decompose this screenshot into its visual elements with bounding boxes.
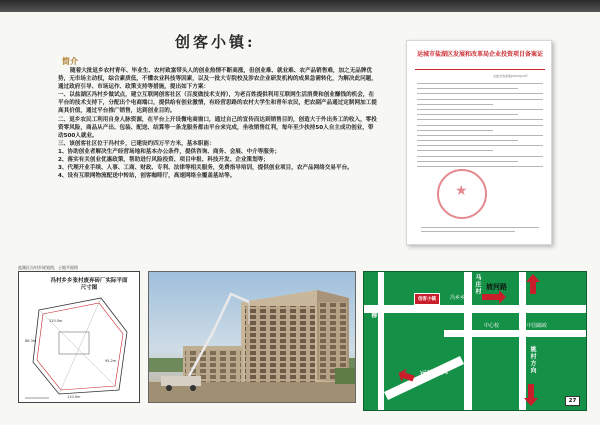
page-title: 创客小镇: (175, 33, 256, 51)
map-label-left-road: 柳 (370, 312, 377, 319)
map-label-feng-village: 冯乡乡 (450, 295, 466, 301)
plan-item-1: 一、以盐湖区冯村乡做试点，建立互联网创客社区（百度做技术支持），为老百姓提供利用互联网生活消费和创业赚钱的机会，在平台的技术支持下，分配出个电商端口，提供给有创业激情，有经营思路的农村大学生和青年农民，把农副产品通过定制网加工提高其价值，通过平台推广销售，达到创业目的。 (58, 92, 377, 115)
plan-caption: 盐湖区冯村乡规划图，土地平面图 (18, 265, 78, 270)
intro-paragraph: 随着大批返乡农村青年、毕业生、农村致富带头人的创业热情不断高涨，但创业难、就业难、农产品销售难，加之无品牌优势，无市场主动权，综合素质低，不懂农业科技等因素，以及一批大专院校及涉农企业研发机构的成果急需转化，为解决此问题，通过政府引导、市场运作、政策支持等措施，提出如下方案： (58, 68, 377, 91)
plan-item-2: 二、返乡农民工利用自身人脉资源，在平台上开设微电商窗口，通过自己的宣传而达到销售目的，创造大于外出务工的收入，零投资零风险，商品从产出、包装、配送、结算等一条龙服务都由平台来完成，坐收销售红利，每年至少扶持50人自主成功创业，带动500人就业。 (58, 116, 377, 139)
top-bar (0, 0, 600, 12)
intro-text (58, 67, 378, 180)
site-plan-title: 冯村乡乡张村废弃砖厂实际平面尺寸图 (50, 278, 128, 291)
function-item-2: 2、落实有关创业优惠政策，帮助进行风险投资、项目申报、科技开发、企业策划等； (58, 157, 269, 164)
map-label-yaocun-direction: 姚村方向 (529, 346, 536, 374)
svg-text:120.5m: 120.5m (49, 319, 63, 323)
site-plan-drawing (19, 272, 141, 404)
location-map (363, 271, 587, 411)
map-label-yuncheng-direction: 运城方向 (419, 367, 449, 379)
function-item-3: 3、代理开业手续、人事、工商、财政、专利、法律等相关服务，免费指导培训，提供创业项目，农产品网络交易平台。 (58, 165, 353, 172)
function-item-4: 4、设有互联网物流配送中转站，创客咖啡厅，高速网络全覆盖基站等。 (58, 173, 236, 180)
official-seal-icon (437, 169, 487, 219)
map-label-pohe-road: 坡河路 (486, 283, 507, 291)
map-label-north-road: 马庄村 (474, 274, 481, 295)
page-number: 27 (565, 396, 580, 406)
site-plan-panel (18, 271, 140, 403)
certificate-footer-lines (421, 227, 539, 236)
certificate-red-rule (415, 69, 545, 70)
certificate-body-lines (417, 83, 543, 171)
map-label-school: 中心校 (484, 323, 500, 329)
construction-photo (148, 271, 356, 403)
project-location-marker: 创客小镇 (414, 293, 440, 305)
function-item-1: 1、协助创业者解决生产经营场地和基本办公条件，提供咨询、商务、会展、中介等服务； (58, 148, 281, 155)
map-label-post-office: 中国邮政 (527, 323, 548, 329)
svg-text:110.0m: 110.0m (67, 395, 81, 399)
svg-text:86.3m: 86.3m (25, 339, 37, 343)
filing-certificate (406, 40, 552, 245)
plan-item-3: 三、该创客社区位于冯村乡，已建设约四万平方米，基本职能： (58, 140, 215, 147)
svg-text:95.2m: 95.2m (105, 359, 117, 363)
certificate-header: 运城市盐湖区发展和改革局企业投资项目备案证 (416, 51, 543, 58)
certificate-number: 运盐发改备案[2015]14号 (493, 74, 528, 78)
intro-heading: 简介 (62, 57, 78, 66)
construction-site-illustration (149, 272, 356, 403)
